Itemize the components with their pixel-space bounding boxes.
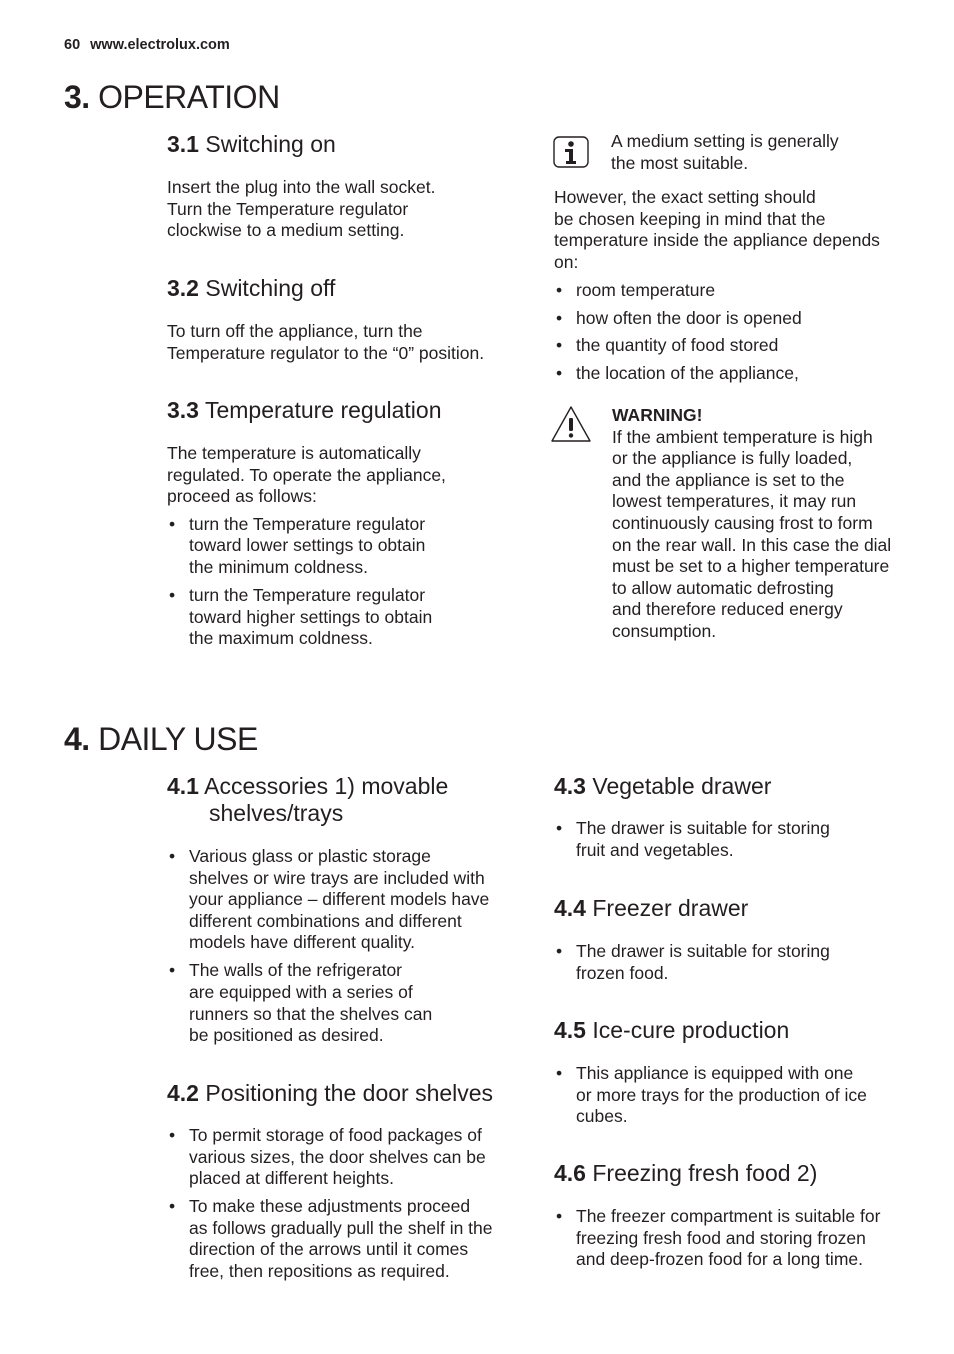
subsection-3-3-heading xyxy=(167,397,442,424)
subsection-title: Ice-cure production xyxy=(592,1017,790,1043)
accessories-list xyxy=(167,846,527,1053)
freezer-drawer-list xyxy=(554,941,924,984)
info-icon xyxy=(553,136,589,168)
subsection-title: Vegetable drawer xyxy=(592,773,772,799)
subsection-number: 3.3 xyxy=(167,397,199,423)
list-item: • the location of the appliance, xyxy=(554,363,924,385)
info-note-text: A medium setting is generally the most suitable. xyxy=(611,131,839,173)
subsection-number: 4.2 xyxy=(167,1080,199,1106)
subsection-title: Temperature regulation xyxy=(204,397,442,423)
subsection-number: 4.5 xyxy=(554,1017,586,1043)
subsection-title: Switching on xyxy=(205,131,336,157)
ice-cube-list xyxy=(554,1063,924,1128)
setting-factors-list xyxy=(554,280,924,390)
page-header xyxy=(64,37,230,53)
subsection-number: 4.1 xyxy=(167,773,199,799)
list-item: • The freezer compartment is suitable for freezing fresh food and storing frozen and deep-frozen food for a long time. xyxy=(554,1206,924,1271)
switching-off-text: To turn off the appliance, turn the Temperature regulator to the “0” position. xyxy=(167,321,485,363)
subsection-title-continued: shelves/trays xyxy=(209,800,344,826)
subsection-4-6-heading xyxy=(554,1160,817,1187)
section-4-title: DAILY USE xyxy=(98,721,258,757)
section-3-number: 3. xyxy=(64,79,90,115)
subsection-number: 3.1 xyxy=(167,131,199,157)
setting-depends-text: However, the exact setting should be chosen keeping in mind that the temperature inside the appliance depends on: xyxy=(554,187,880,272)
list-item: • To permit storage of food packages of various sizes, the door shelves can be placed at different heights. xyxy=(167,1125,527,1190)
section-4-heading xyxy=(64,721,258,758)
section-4-number: 4. xyxy=(64,721,90,757)
warning-box xyxy=(612,405,922,643)
subsection-number: 3.2 xyxy=(167,275,199,301)
section-3-heading xyxy=(64,79,280,116)
page-number: 60 xyxy=(64,37,81,53)
subsection-4-5-heading xyxy=(554,1017,789,1044)
temperature-regulation-block xyxy=(167,443,527,656)
subsection-title: Freezing fresh food 2) xyxy=(592,1160,818,1186)
subsection-title: Freezer drawer xyxy=(592,895,749,921)
vegetable-drawer-list xyxy=(554,818,924,861)
warning-text: If the ambient temperature is high or the appliance is fully loaded, and the appliance is set to the lowest temperatures, it may run continuously causing frost to form on the rear wall. In this case the dial must be set to a higher temperature to allow automatic defrosting and therefore reduced energy consumption. xyxy=(612,426,892,641)
temperature-regulation-text: The temperature is automatically regulated. To operate the appliance, proceed as follows: xyxy=(167,443,446,507)
list-item: • turn the Temperature regulator toward lower settings to obtain the minimum coldness. xyxy=(167,514,527,579)
temperature-regulation-list xyxy=(167,514,527,650)
section-3-title: OPERATION xyxy=(98,79,280,115)
subsection-4-4-heading xyxy=(554,895,748,922)
list-item: • To make these adjustments proceed as follows gradually pull the shelf in the direction of the arrows until it comes free, then repositions as required. xyxy=(167,1196,527,1282)
list-item: • This appliance is equipped with one or more trays for the production of ice cubes. xyxy=(554,1063,924,1128)
subsection-number: 4.3 xyxy=(554,773,586,799)
list-item: • The walls of the refrigerator are equipped with a series of runners so that the shelves can be positioned as desired. xyxy=(167,960,527,1046)
subsection-4-3-heading xyxy=(554,773,771,800)
freezing-fresh-food-list xyxy=(554,1206,924,1271)
warning-title: WARNING! xyxy=(612,405,703,425)
subsection-number: 4.6 xyxy=(554,1160,586,1186)
subsection-4-1-heading xyxy=(167,773,448,827)
warning-icon xyxy=(550,405,592,443)
list-item: • the quantity of food stored xyxy=(554,335,924,357)
list-item: • The drawer is suitable for storing frozen food. xyxy=(554,941,924,984)
list-item: • turn the Temperature regulator toward higher settings to obtain the maximum coldness. xyxy=(167,585,527,650)
switching-on-text: Insert the plug into the wall socket. Turn the Temperature regulator clockwise to a medium setting. xyxy=(167,177,436,241)
subsection-4-2-heading xyxy=(167,1080,493,1107)
door-shelves-list xyxy=(167,1125,527,1289)
subsection-title: Switching off xyxy=(205,275,336,301)
subsection-3-1-heading xyxy=(167,131,336,158)
list-item: • The drawer is suitable for storing fruit and vegetables. xyxy=(554,818,924,861)
subsection-number: 4.4 xyxy=(554,895,586,921)
subsection-3-2-heading xyxy=(167,275,335,302)
list-item: • room temperature xyxy=(554,280,924,302)
list-item: • how often the door is opened xyxy=(554,308,924,330)
list-item: • Various glass or plastic storage shelves or wire trays are included with your appliance – different models have different combinations and different models have different quality. xyxy=(167,846,527,954)
subsection-title: Accessories 1) movable xyxy=(204,773,449,799)
subsection-title: Positioning the door shelves xyxy=(205,1080,494,1106)
website-link[interactable]: www.electrolux.com xyxy=(90,37,230,53)
